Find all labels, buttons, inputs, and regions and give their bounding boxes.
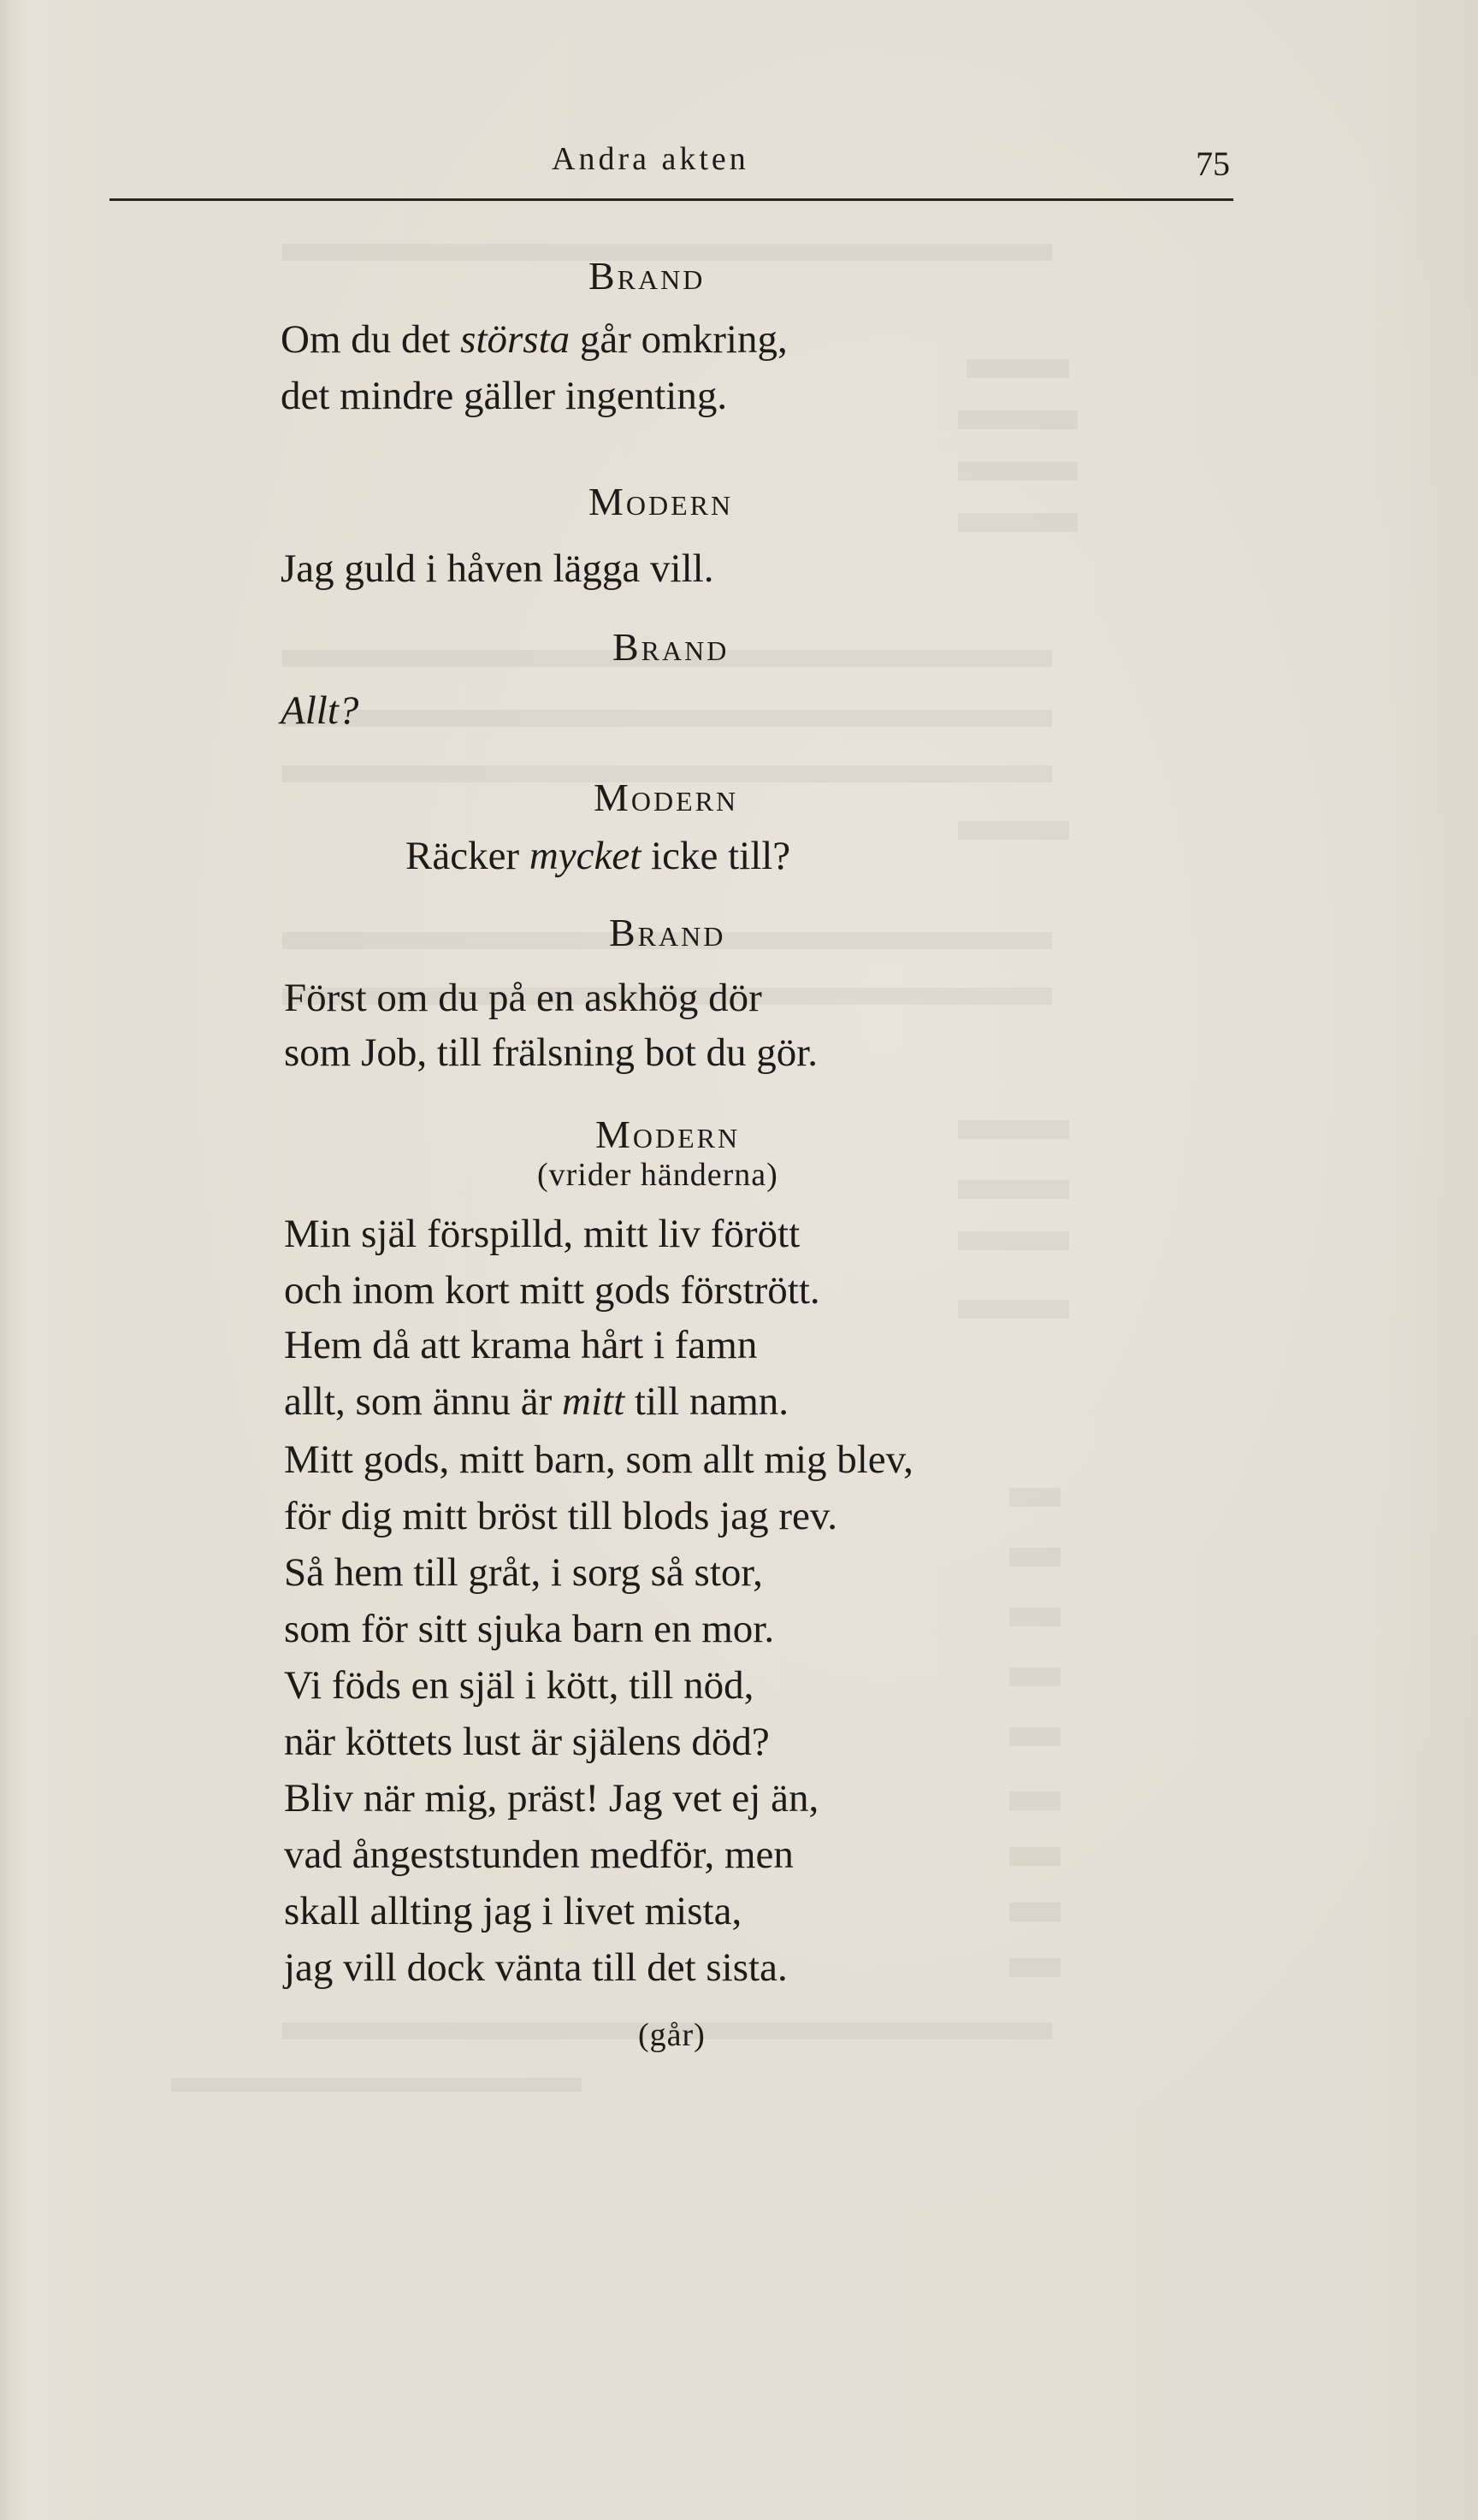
verse-line: för dig mitt bröst till blods jag rev. bbox=[284, 1494, 838, 1538]
page-number: 75 bbox=[1196, 145, 1230, 183]
running-head-title: Andra akten bbox=[552, 141, 749, 177]
verse-line: när köttets lust är själens död? bbox=[284, 1720, 770, 1764]
verse-text: Om du det bbox=[281, 317, 461, 362]
verse-line: och inom kort mitt gods förstrött. bbox=[284, 1268, 820, 1313]
stage-direction: (går) bbox=[638, 2017, 706, 2053]
emphasis-text: Allt? bbox=[281, 688, 359, 733]
speaker-name: Brand bbox=[588, 254, 706, 298]
verse-line bbox=[281, 317, 788, 362]
verse-line: skall allting jag i livet mista, bbox=[284, 1889, 742, 1933]
speaker-name: Brand bbox=[609, 911, 726, 954]
verse-line bbox=[405, 836, 790, 876]
verse-line: Jag guld i håven lägga vill. bbox=[281, 546, 714, 591]
verse-line: Min själ förspilld, mitt liv förött bbox=[284, 1212, 801, 1256]
verse-line: jag vill dock vänta till det sista. bbox=[284, 1945, 788, 1990]
verse-line bbox=[284, 1379, 789, 1424]
verse-text: icke till? bbox=[641, 834, 791, 878]
emphasis-text: största bbox=[460, 317, 571, 362]
verse-line: som för sitt sjuka barn en mor. bbox=[284, 1607, 775, 1651]
verse-line: Mitt gods, mitt barn, som allt mig blev, bbox=[284, 1437, 913, 1482]
header-rule bbox=[109, 198, 1233, 201]
verse-line: Först om du på en askhög dör bbox=[284, 976, 762, 1020]
verse-line: Hem då att krama hårt i famn bbox=[284, 1323, 758, 1367]
verse-line: vad ångeststunden medför, men bbox=[284, 1832, 794, 1877]
verse-line: det mindre gäller ingenting. bbox=[281, 374, 728, 418]
verse-text: till namn. bbox=[624, 1379, 789, 1424]
verse-line: Så hem till gråt, i sorg så stor, bbox=[284, 1550, 763, 1595]
verse-line: Vi föds en själ i kött, till nöd, bbox=[284, 1663, 754, 1708]
verse-line: som Job, till frälsning bot du gör. bbox=[284, 1030, 819, 1075]
emphasis-text: mitt bbox=[562, 1379, 625, 1424]
speaker-name: Modern bbox=[594, 776, 739, 819]
emphasis-text: mycket bbox=[529, 834, 641, 878]
speaker-name: Modern bbox=[588, 480, 734, 523]
verse-line: Bliv när mig, präst! Jag vet ej än, bbox=[284, 1776, 819, 1821]
verse-line bbox=[281, 688, 359, 733]
verse-text: går omkring, bbox=[570, 317, 788, 362]
verse-text: Räcker bbox=[405, 834, 529, 878]
stage-direction: (vrider händerna) bbox=[537, 1157, 778, 1193]
speaker-name: Brand bbox=[612, 625, 730, 669]
verse-text: allt, som ännu är bbox=[284, 1379, 563, 1424]
running-head bbox=[0, 137, 1478, 188]
speaker-name: Modern bbox=[595, 1112, 741, 1156]
